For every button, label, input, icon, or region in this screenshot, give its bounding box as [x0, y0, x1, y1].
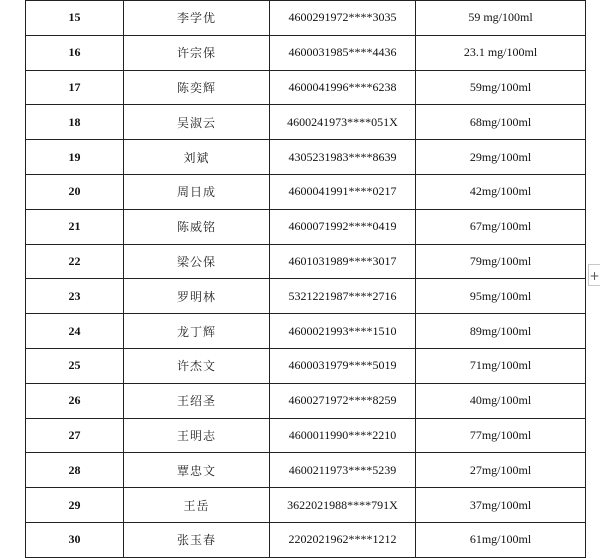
alcohol-value: 29mg/100ml — [416, 140, 586, 175]
alcohol-value: 59mg/100ml — [416, 70, 586, 105]
row-number: 25 — [26, 348, 124, 383]
id-number: 4600211973****5239 — [270, 453, 416, 488]
id-number: 4305231983****8639 — [270, 140, 416, 175]
row-number: 19 — [26, 140, 124, 175]
table-row — [26, 314, 586, 349]
row-number: 21 — [26, 209, 124, 244]
person-name: 龙丁辉 — [124, 314, 270, 349]
table-row — [26, 244, 586, 279]
row-number: 30 — [26, 522, 124, 557]
alcohol-value: 95mg/100ml — [416, 279, 586, 314]
alcohol-value: 67mg/100ml — [416, 209, 586, 244]
person-name: 李学优 — [124, 1, 270, 36]
row-number: 23 — [26, 279, 124, 314]
table-row — [26, 279, 586, 314]
expand-button[interactable] — [588, 264, 600, 286]
person-name: 刘斌 — [124, 140, 270, 175]
alcohol-value: 68mg/100ml — [416, 105, 586, 140]
person-name: 周日成 — [124, 174, 270, 209]
row-number: 28 — [26, 453, 124, 488]
alcohol-value: 27mg/100ml — [416, 453, 586, 488]
row-number: 29 — [26, 488, 124, 523]
alcohol-value: 71mg/100ml — [416, 348, 586, 383]
person-name: 王明志 — [124, 418, 270, 453]
id-number: 4600071992****0419 — [270, 209, 416, 244]
table-row — [26, 35, 586, 70]
table-row — [26, 453, 586, 488]
alcohol-value: 77mg/100ml — [416, 418, 586, 453]
records-table — [25, 0, 586, 558]
row-number: 24 — [26, 314, 124, 349]
alcohol-value: 79mg/100ml — [416, 244, 586, 279]
person-name: 王绍圣 — [124, 383, 270, 418]
id-number: 4600031985****4436 — [270, 35, 416, 70]
table-body — [26, 1, 586, 558]
row-number: 18 — [26, 105, 124, 140]
table-row — [26, 105, 586, 140]
alcohol-value: 37mg/100ml — [416, 488, 586, 523]
person-name: 张玉春 — [124, 522, 270, 557]
person-name: 梁公保 — [124, 244, 270, 279]
table-row — [26, 209, 586, 244]
table-row — [26, 348, 586, 383]
table-row — [26, 522, 586, 557]
table-row — [26, 70, 586, 105]
person-name: 吴淑云 — [124, 105, 270, 140]
alcohol-value: 40mg/100ml — [416, 383, 586, 418]
row-number: 16 — [26, 35, 124, 70]
table-row — [26, 383, 586, 418]
row-number: 17 — [26, 70, 124, 105]
row-number: 15 — [26, 1, 124, 36]
person-name: 覃忠文 — [124, 453, 270, 488]
alcohol-value: 23.1 mg/100ml — [416, 35, 586, 70]
alcohol-value: 89mg/100ml — [416, 314, 586, 349]
id-number: 4600291972****3035 — [270, 1, 416, 36]
person-name: 罗明林 — [124, 279, 270, 314]
alcohol-value: 59 mg/100ml — [416, 1, 586, 36]
id-number: 4600271972****8259 — [270, 383, 416, 418]
person-name: 许杰文 — [124, 348, 270, 383]
alcohol-value: 61mg/100ml — [416, 522, 586, 557]
id-number: 3622021988****791X — [270, 488, 416, 523]
id-number: 4600011990****2210 — [270, 418, 416, 453]
row-number: 27 — [26, 418, 124, 453]
row-number: 26 — [26, 383, 124, 418]
person-name: 陈威铭 — [124, 209, 270, 244]
id-number: 4600041991****0217 — [270, 174, 416, 209]
id-number: 5321221987****2716 — [270, 279, 416, 314]
row-number: 20 — [26, 174, 124, 209]
table-row — [26, 174, 586, 209]
alcohol-value: 42mg/100ml — [416, 174, 586, 209]
id-number: 4600241973****051X — [270, 105, 416, 140]
table-row — [26, 140, 586, 175]
id-number: 2202021962****1212 — [270, 522, 416, 557]
person-name: 许宗保 — [124, 35, 270, 70]
table-row — [26, 1, 586, 36]
id-number: 4600041996****6238 — [270, 70, 416, 105]
id-number: 4601031989****3017 — [270, 244, 416, 279]
table-row — [26, 418, 586, 453]
plus-icon: + — [589, 269, 600, 283]
person-name: 陈奕辉 — [124, 70, 270, 105]
table-row — [26, 488, 586, 523]
row-number: 22 — [26, 244, 124, 279]
person-name: 王岳 — [124, 488, 270, 523]
id-number: 4600021993****1510 — [270, 314, 416, 349]
id-number: 4600031979****5019 — [270, 348, 416, 383]
